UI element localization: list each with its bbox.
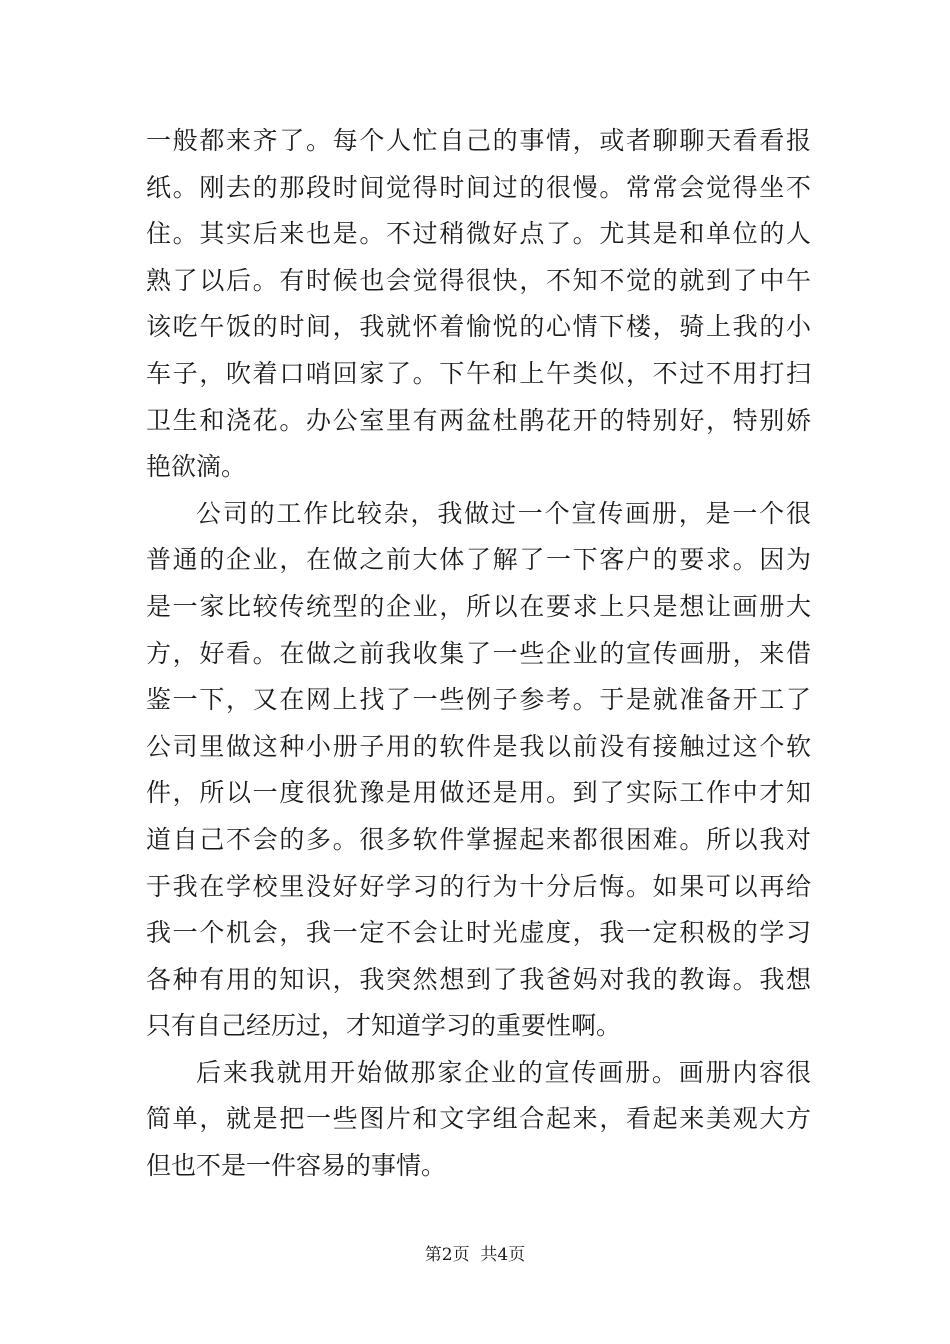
text-line: 但也不是一件容易的事情。 [146, 1151, 447, 1181]
text-line: 各种有用的知识，我突然想到了我爸妈对我的教诲。我想 [146, 964, 811, 994]
text-line: 车子，吹着口哨回家了。下午和上午类似，不过不用打扫 [146, 358, 811, 388]
text-line: 简单，就是把一些图片和文字组合起来，看起来美观大方 [146, 1104, 811, 1134]
text-line: 方，好看。在做之前我收集了一些企业的宣传画册，来借 [146, 638, 811, 668]
text-line: 只有自己经历过，才知道学习的重要性啊。 [146, 1011, 622, 1041]
body-text [146, 118, 811, 1190]
text-line: 熟了以后。有时候也会觉得很快，不知不觉的就到了中午 [146, 265, 811, 295]
text-line: 道自己不会的多。很多软件掌握起来都很困难。所以我对 [146, 824, 811, 854]
text-line: 件，所以一度很犹豫是用做还是用。到了实际工作中才知 [146, 778, 811, 808]
text-line: 公司里做这种小册子用的软件是我以前没有接触过这个软 [146, 731, 811, 761]
text-line: 于我在学校里没好好学习的行为十分后悔。如果可以再给 [146, 871, 811, 901]
text-line: 艳欲滴。 [146, 452, 247, 482]
page-footer: 第2页 共4页 [424, 1245, 526, 1265]
text-line: 是一家比较传统型的企业，所以在要求上只是想让画册大 [146, 591, 811, 621]
text-line: 纸。刚去的那段时间觉得时间过的很慢。常常会觉得坐不 [146, 172, 811, 202]
text-line: 我一个机会，我一定不会让时光虚度，我一定积极的学习 [146, 918, 811, 948]
text-line: 一般都来齐了。每个人忙自己的事情，或者聊聊天看看报 [146, 126, 811, 155]
text-line: 普通的企业，在做之前大体了解了一下客户的要求。因为 [146, 545, 811, 575]
paragraph-first-line: 后来我就用开始做那家企业的宣传画册。画册内容很 [196, 1057, 811, 1087]
text-line: 该吃午饭的时间，我就怀着愉悦的心情下楼，骑上我的小 [146, 312, 811, 342]
text-line: 卫生和浇花。办公室里有两盆杜鹃花开的特别好，特别娇 [146, 405, 811, 435]
text-line: 住。其实后来也是。不过稍微好点了。尤其是和单位的人 [146, 219, 811, 249]
text-line: 鉴一下，又在网上找了一些例子参考。于是就准备开工了 [146, 685, 811, 715]
paragraph-first-line: 公司的工作比较杂，我做过一个宣传画册，是一个很 [196, 498, 811, 528]
